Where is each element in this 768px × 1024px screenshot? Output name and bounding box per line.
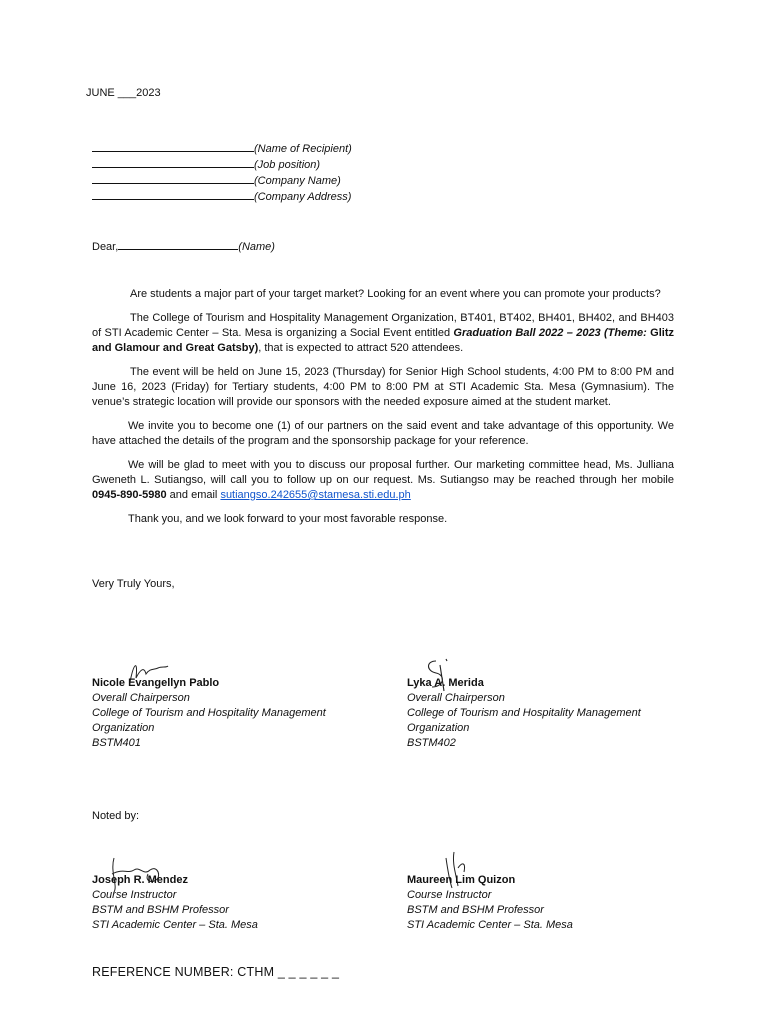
paragraph-contact-text: We will be glad to meet with you to discuss our proposal further. Our marketing committee head, Ms. Julliana Gweneth L. Sutiangso, will call you to follow up on our request. Ms. Sutiangso may be reached through her mobile [92, 459, 674, 486]
event-title: Graduation Ball 2022 – 2023 (Theme: [453, 327, 651, 339]
salutation-prefix: Dear, [92, 241, 119, 253]
noter-name: Joseph R. Mendez [92, 874, 188, 886]
signatory-left [92, 676, 392, 751]
noter-right [407, 873, 707, 933]
blank-underline [92, 188, 254, 200]
recipient-company-hint: (Company Name) [254, 175, 341, 187]
paragraph-event-tail: , that is expected to attract 520 attendees. [258, 342, 464, 354]
signatory-title: Overall Chairperson [92, 692, 190, 704]
paragraph-contact [92, 458, 674, 503]
noter-dept: BSTM and BSHM Professor [92, 904, 229, 916]
signatory-name: Nicole Evangellyn Pablo [92, 677, 220, 689]
recipient-company-line [92, 172, 341, 187]
blank-underline [92, 140, 254, 152]
date-line: JUNE ___2023 [86, 87, 161, 99]
signatory-title: Overall Chairperson [407, 692, 505, 704]
recipient-position-line [92, 156, 320, 171]
recipient-name-line [92, 140, 352, 155]
recipient-address-line [92, 188, 351, 203]
contact-email-link[interactable]: sutiangso.242655@stamesa.sti.edu.ph [220, 489, 411, 501]
signatory-org: College of Tourism and Hospitality Management [407, 707, 641, 719]
signatory-org-cont: Organization [407, 722, 470, 734]
noter-left [92, 873, 392, 933]
paragraph-invite: We invite you to become one (1) of our partners on the said event and take advantage of this opportunity. We have attached the details of the program and the sponsorship package for your reference. [92, 420, 674, 447]
signatory-section: BSTM401 [92, 737, 141, 749]
blank-underline [92, 172, 254, 184]
noter-name: Maureen Lim Quizon [407, 874, 516, 886]
recipient-name-hint: (Name of Recipient) [254, 143, 352, 155]
noted-by-label: Noted by: [92, 810, 140, 822]
paragraph-intro: Are students a major part of your target market? Looking for an event where you can promote your products? [130, 288, 661, 300]
paragraph-event [92, 311, 674, 356]
signatory-right [407, 676, 707, 751]
signatory-org: College of Tourism and Hospitality Management [92, 707, 326, 719]
letter-body [92, 287, 674, 536]
recipient-address-hint: (Company Address) [254, 191, 352, 203]
reference-number: REFERENCE NUMBER: CTHM _ _ _ _ _ _ [92, 965, 340, 979]
closing: Very Truly Yours, [92, 578, 175, 590]
noter-school: STI Academic Center – Sta. Mesa [407, 919, 573, 931]
salutation [92, 238, 275, 253]
paragraph-thanks: Thank you, and we look forward to your most favorable response. [128, 513, 448, 525]
signatory-section: BSTM402 [407, 737, 456, 749]
noter-title: Course Instructor [92, 889, 177, 901]
recipient-position-hint: (Job position) [254, 159, 321, 171]
signatory-org-cont: Organization [92, 722, 155, 734]
noter-dept: BSTM and BSHM Professor [407, 904, 544, 916]
paragraph-contact-mid: and email [166, 489, 221, 501]
salutation-hint: (Name) [238, 241, 275, 253]
blank-underline [92, 156, 254, 168]
signatory-name: Lyka A. Merida [407, 677, 484, 689]
event-theme: Glitz and Glamour and Great Gatsby) [92, 327, 674, 354]
paragraph-event-text: The College of Tourism and Hospitality Management Organization, BT401, BT402, BH401, BH402, and BH403 of STI Academic Center – Sta. Mesa is organizing a Social Event entitled [92, 312, 674, 339]
noter-title: Course Instructor [407, 889, 492, 901]
contact-phone: 0945-890-5980 [92, 489, 167, 501]
salutation-underline [118, 238, 238, 250]
paragraph-schedule: The event will be held on June 15, 2023 (Thursday) for Senior High School students, 4:00 PM to 8:00 PM and June 16, 2023 (Friday) for Tertiary students, 4:00 PM to 8:00 PM at STI Academic Sta. Mesa (Gymnasium). The venue’s strategic location will provide our sponsors with the needed exposure aimed at the student market. [92, 366, 674, 408]
noter-school: STI Academic Center – Sta. Mesa [92, 919, 258, 931]
